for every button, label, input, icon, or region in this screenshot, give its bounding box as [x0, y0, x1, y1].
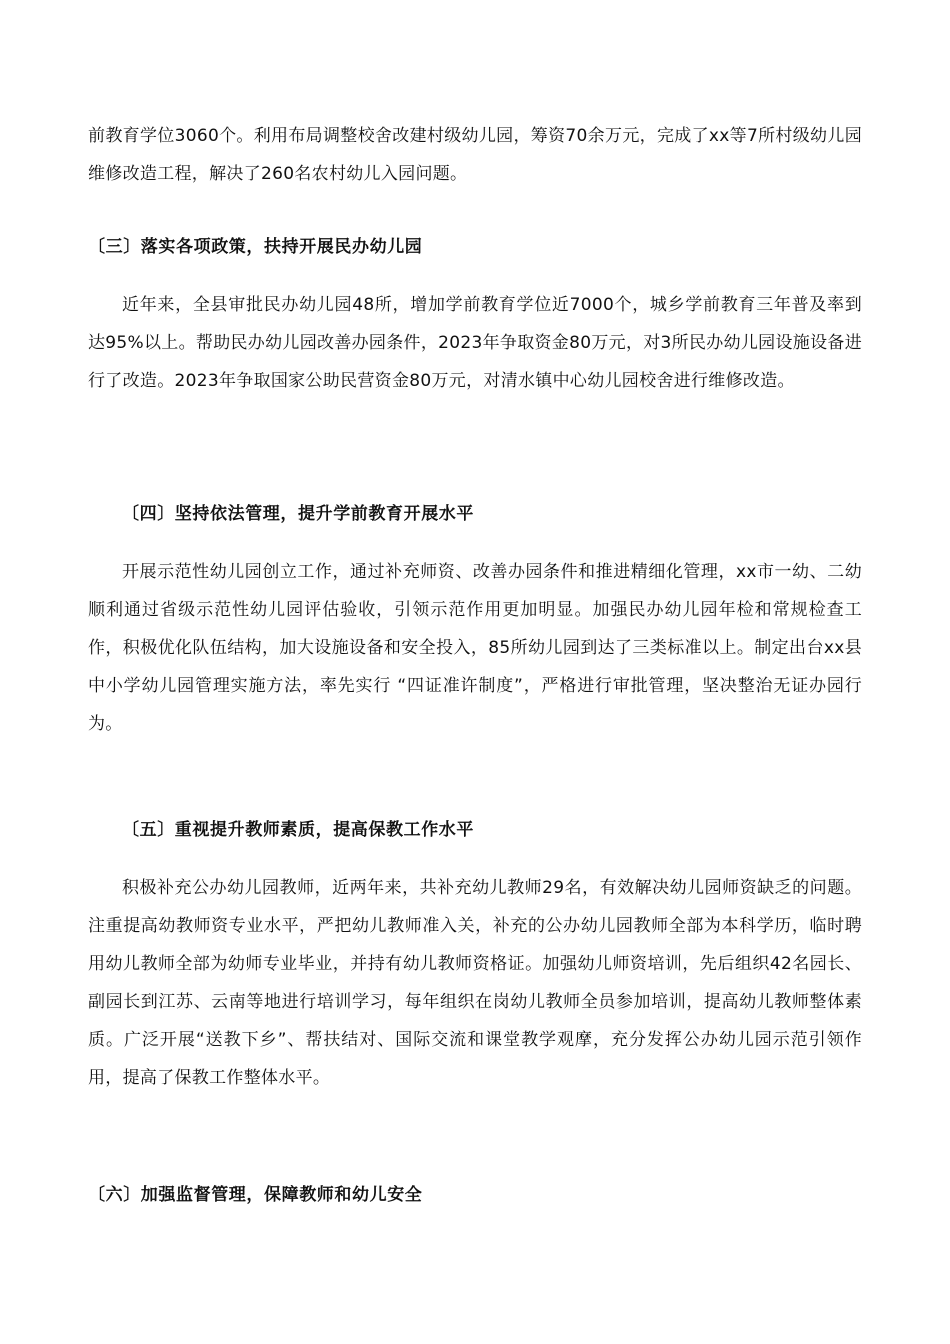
section-heading-6: 〔六〕加强监督管理，保障教师和幼儿安全	[88, 1185, 423, 1205]
paragraph-section-3: 近年来，全县审批民办幼儿园48所，增加学前教育学位近7000个，城乡学前教育三年普及率到达95%以上。帮助民办幼儿园改善办园条件，2023年争取资金80万元，对3所民办幼儿园设施设备进行了改造。2023年争取国家公助民营资金80万元，对清水镇中心幼儿园校舍进行维修改造。	[88, 295, 862, 391]
paragraph-section-5: 积极补充公办幼儿园教师，近两年来，共补充幼儿教师29名，有效解决幼儿园师资缺乏的问题。注重提高幼教师资专业水平，严把幼儿教师准入关，补充的公办幼儿园教师全部为本科学历，临时聘用幼儿教师全部为幼师专业毕业，并持有幼儿教师资格证。加强幼儿师资培训，先后组织42名园长、副园长到江苏、云南等地进行培训学习，每年组织在岗幼儿教师全员参加培训，提高幼儿教师整体素质。广泛开展“送教下乡”、帮扶结对、国际交流和课堂教学观摩，充分发挥公办幼儿园示范引领作用，提高了保教工作整体水平。	[88, 878, 862, 1088]
paragraph-section-4: 开展示范性幼儿园创立工作，通过补充师资、改善办园条件和推进精细化管理，xx市一幼、二幼顺利通过省级示范性幼儿园评估验收，引领示范作用更加明显。加强民办幼儿园年检和常规检查工作，积极优化队伍结构，加大设施设备和安全投入，85所幼儿园到达了三类标准以上。制定出台xx县中小学幼儿园管理实施方法，率先实行 “四证准许制度”，严格进行审批管理，坚决整治无证办园行为。	[88, 562, 862, 734]
section-heading-4: 〔四〕坚持依法管理，提升学前教育开展水平	[122, 504, 474, 524]
section-heading-3: 〔三〕落实各项政策，扶持开展民办幼儿园	[88, 237, 423, 257]
section-heading-5: 〔五〕重视提升教师素质，提高保教工作水平	[122, 820, 474, 840]
paragraph-intro: 前教育学位3060个。利用布局调整校舍改建村级幼儿园，筹资70余万元，完成了xx等7所村级幼儿园维修改造工程，解决了260名农村幼儿入园问题。	[88, 126, 862, 184]
